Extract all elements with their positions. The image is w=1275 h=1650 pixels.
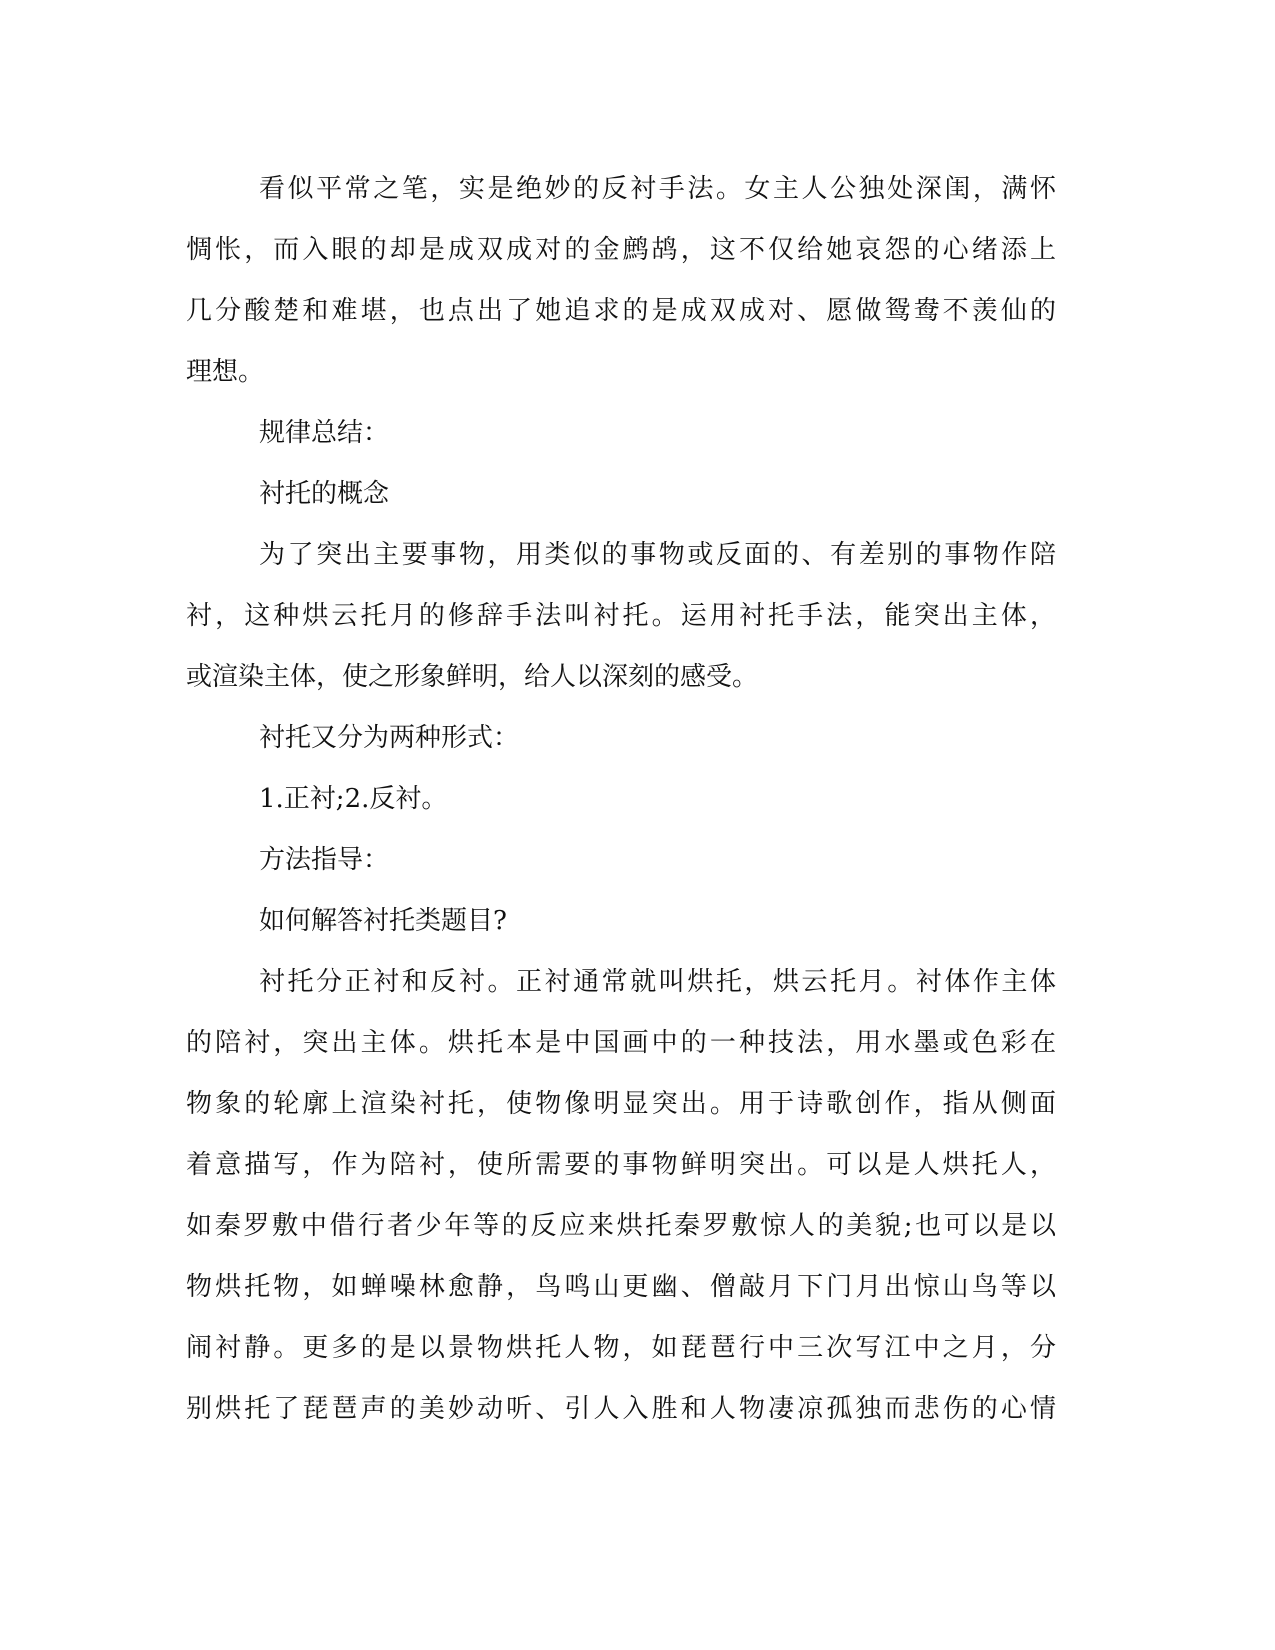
text-line: 衬托又分为两种形式： [259,723,520,753]
text-line: 的陪衬，突出主体。烘托本是中国画中的一种技法，用水墨或色彩在 [186,1028,1056,1058]
text-line: 方法指导： [259,845,390,875]
text-line: 或渲染主体，使之形象鲜明，给人以深刻的感受。 [186,662,759,692]
text-line: 物烘托物，如蝉噪林愈静，鸟鸣山更幽、僧敲月下门月出惊山鸟等以 [186,1272,1056,1302]
text-line: 物象的轮廓上渲染衬托，使物像明显突出。用于诗歌创作，指从侧面 [186,1089,1056,1119]
text-line: 理想。 [186,357,265,387]
text-line: 如秦罗敷中借行者少年等的反应来烘托秦罗敷惊人的美貌;也可以是以 [186,1211,1056,1241]
text-line: 闹衬静。更多的是以景物烘托人物，如琵琶行中三次写江中之月，分 [186,1333,1056,1363]
text-line: 规律总结： [259,418,390,448]
text-line: 衬托的概念 [259,479,390,509]
text-line: 为了突出主要事物，用类似的事物或反面的、有差别的事物作陪 [259,540,1056,570]
text-line: 别烘托了琵琶声的美妙动听、引人入胜和人物凄凉孤独而悲伤的心情 [186,1394,1056,1424]
text-line: 惆怅，而入眼的却是成双成对的金鹧鸪，这不仅给她哀怨的心绪添上 [186,235,1056,265]
text-line: 衬，这种烘云托月的修辞手法叫衬托。运用衬托手法，能突出主体， [186,601,1056,631]
text-line: 看似平常之笔，实是绝妙的反衬手法。女主人公独处深闺，满怀 [259,174,1056,204]
body-text [186,159,1056,1440]
text-line: 着意描写，作为陪衬，使所需要的事物鲜明突出。可以是人烘托人， [186,1150,1056,1180]
text-line: 衬托分正衬和反衬。正衬通常就叫烘托，烘云托月。衬体作主体 [259,967,1056,997]
text-line: 1.正衬;2.反衬。 [259,784,448,814]
text-line: 几分酸楚和难堪，也点出了她追求的是成双成对、愿做鸳鸯不羡仙的 [186,296,1056,326]
text-line: 如何解答衬托类题目? [259,906,507,936]
